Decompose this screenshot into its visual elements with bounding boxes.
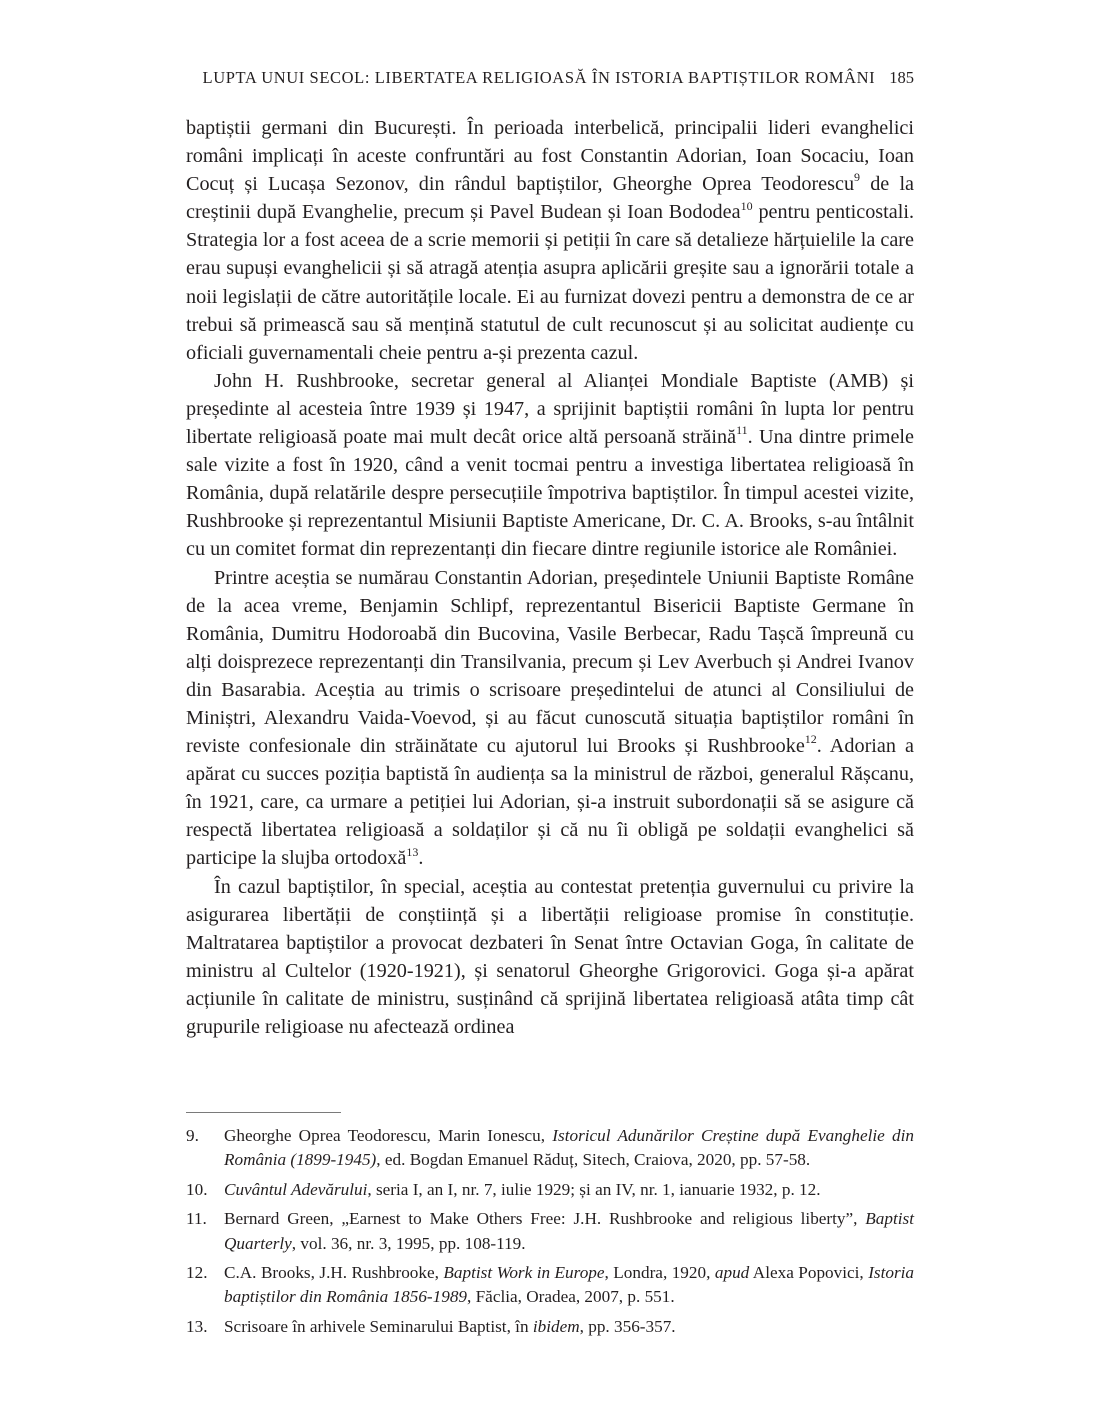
italic-title: Baptist Work in Europe — [443, 1263, 605, 1283]
text-run: , pp. 356-357. — [579, 1316, 676, 1336]
italic-title: Istoria baptiștilor din România 1856-1989 — [224, 1263, 915, 1307]
text-run: , ed. Bogdan Emanuel Răduț, Sitech, Craiova, 2020, pp. 57-58. — [376, 1150, 811, 1170]
footnote-number: 10. — [186, 1179, 208, 1199]
text-run: de la creștinii după Evanghelie, precum și Pavel Budean și Ioan Bododea — [186, 173, 915, 224]
text-run: Printre aceștia se numărau Constantin Adorian, președintele Uniunii Baptiste Române de la acea vreme, Benjamin Schlipf, reprezentantul Bisericii Baptiste Germane în România, Dumitru Hodoroabă din Bucovina, Vasile Berbecar, Radu Tașcă împreună cu alți doisprezece reprezentanți din Transilvania, precum și Lev Averbuch și Andrei Ivanov din Basarabia. Aceștia au trimis o scrisoare președintelui de atunci al Consiliului de Miniștri, Alexandru Vaida-Voevod, și au făcut cunoscută situația baptiștilor români în reviste confesionale din străinătate cu ajutorul lui Brooks și Rushbrooke — [186, 566, 914, 758]
footnote-reference: 10 — [740, 198, 753, 213]
footnote-number: 9. — [186, 1126, 199, 1145]
footnote — [186, 1124, 914, 1173]
text-run: , vol. 36, nr. 3, 1995, pp. 108-119. — [291, 1233, 526, 1253]
text-run: C.A. Brooks, J.H. Rushbrooke, — [224, 1263, 444, 1283]
paragraph — [186, 367, 914, 564]
text-run: Scrisoare în arhivele Seminarului Baptist, în — [224, 1316, 533, 1336]
footnotes-list — [186, 1124, 914, 1344]
footnote-number: 11. — [186, 1209, 207, 1229]
text-run: Alexa Popovici, — [749, 1263, 869, 1283]
text-run: În cazul baptiștilor, în special, aceștia au contestat pretenția guvernului cu privire la asigurarea libertății de conștiință și a libertății religioase promise în constituție. Maltratarea baptiștilor a provocat dezbateri în Senat între Octavian Goga, în calitate de ministru al Cultelor (1920-1921), și senatorul Gheorghe Grigorovici. Goga și-a apărat acțiunile în calitate de ministru, susținând că sprijină libertatea religioasă atâta timp cât grupurile religioase nu afectează ordinea — [186, 875, 914, 1038]
running-title: LUPTA UNUI SECOL: LIBERTATEA RELIGIOASĂ ÎN ISTORIA BAPTIȘTILOR ROMÂNI — [202, 68, 876, 87]
footnote-reference: 9 — [854, 170, 861, 185]
footnote — [186, 1315, 914, 1339]
text-run: , Făclia, Oradea, 2007, p. 551. — [467, 1287, 675, 1307]
text-run: Bernard Green, „Earnest to Make Others Free: J.H. Rushbrooke and religious liberty”, — [224, 1209, 866, 1229]
italic-title: ibidem — [532, 1316, 580, 1336]
text-run: John H. Rushbrooke, secretar general al Alianței Mondiale Baptiste (AMB) și președinte al acesteia între 1939 și 1947, a sprijinit baptiștii români în lupta lor pentru libertate religioasă poate mai mult decât orice altă persoană străină — [186, 369, 914, 449]
footnote — [186, 1261, 914, 1310]
text-run: . Adorian a apărat cu succes poziția baptistă în audiența sa la ministrul de război, generalul Rășcanu, în 1921, care, ca urmare a petiției lui Adorian, și-a instruit subordonații să se asigure că respectă libertatea religioasă a soldaților și că nu îi obligă pe soldații evanghelici să participe la slujba ortodoxă — [186, 735, 914, 870]
text-run: baptiștii germani din București. În perioada interbelică, principalii lideri evanghelici români implicați în aceste confruntări au fost Constantin Adorian, Ioan Socaciu, Ioan Cocuț și Lucașa Sezonov, din rândul baptiștilor, Gheorghe Oprea Teodorescu — [186, 117, 914, 196]
text-run: . — [418, 847, 424, 870]
running-header — [186, 68, 914, 88]
footnote — [186, 1207, 914, 1256]
paragraph — [186, 564, 914, 873]
footnote-number: 13. — [186, 1316, 208, 1336]
text-run: , seria I, an I, nr. 7, iulie 1929; și an IV, nr. 1, ianuarie 1932, p. 12. — [367, 1179, 821, 1199]
body-text — [186, 114, 914, 1041]
footnote-reference: 11 — [736, 423, 748, 438]
paragraph — [186, 114, 914, 367]
page-number: 185 — [889, 68, 914, 87]
text-run: Gheorghe Oprea Teodorescu, Marin Ionescu, — [224, 1126, 553, 1145]
text-run: , Londra, 1920, — [604, 1263, 715, 1283]
footnote — [186, 1178, 914, 1202]
footnote-divider — [186, 1112, 341, 1113]
footnote-number: 12. — [186, 1263, 208, 1283]
footnote-reference: 13 — [406, 844, 419, 859]
paragraph — [186, 873, 914, 1042]
footnote-reference: 12 — [804, 732, 817, 747]
text-run: . Una dintre primele sale vizite a fost în 1920, când a venit tocmai pentru a investiga libertatea religioasă în România, după relatările despre persecuțiile împotriva baptiștilor. În timpul acestei vizite, Rushbrooke și reprezentantul Misiunii Baptiste Americane, Dr. C. A. Brooks, s-au întâlnit cu un comitet format din reprezentanți din fiecare dintre regiunile istorice ale României. — [186, 426, 914, 561]
italic-title: Baptist Quarterly — [224, 1209, 914, 1253]
italic-title: Cuvântul Adevărului — [224, 1179, 368, 1199]
italic-title: Istoricul Adunărilor Creștine după Evanghelie din România (1899-1945) — [224, 1126, 914, 1170]
italic-title: apud — [714, 1263, 750, 1283]
text-run: pentru penticostali. Strategia lor a fost aceea de a scrie memorii și petiții în care să detalieze hărțuielile la care erau supuși evanghelicii și să atragă atenția asupra aplicării greșite sau a ignorării totale a noii legislații de către autoritățile locale. Ei au furnizat dovezi pentru a demonstra de ce ar trebui să primească sau să mențină statutul de cult recunoscut și au solicitat audiențe cu oficiali guvernamentali cheie pentru a-și prezenta cazul. — [186, 201, 915, 364]
